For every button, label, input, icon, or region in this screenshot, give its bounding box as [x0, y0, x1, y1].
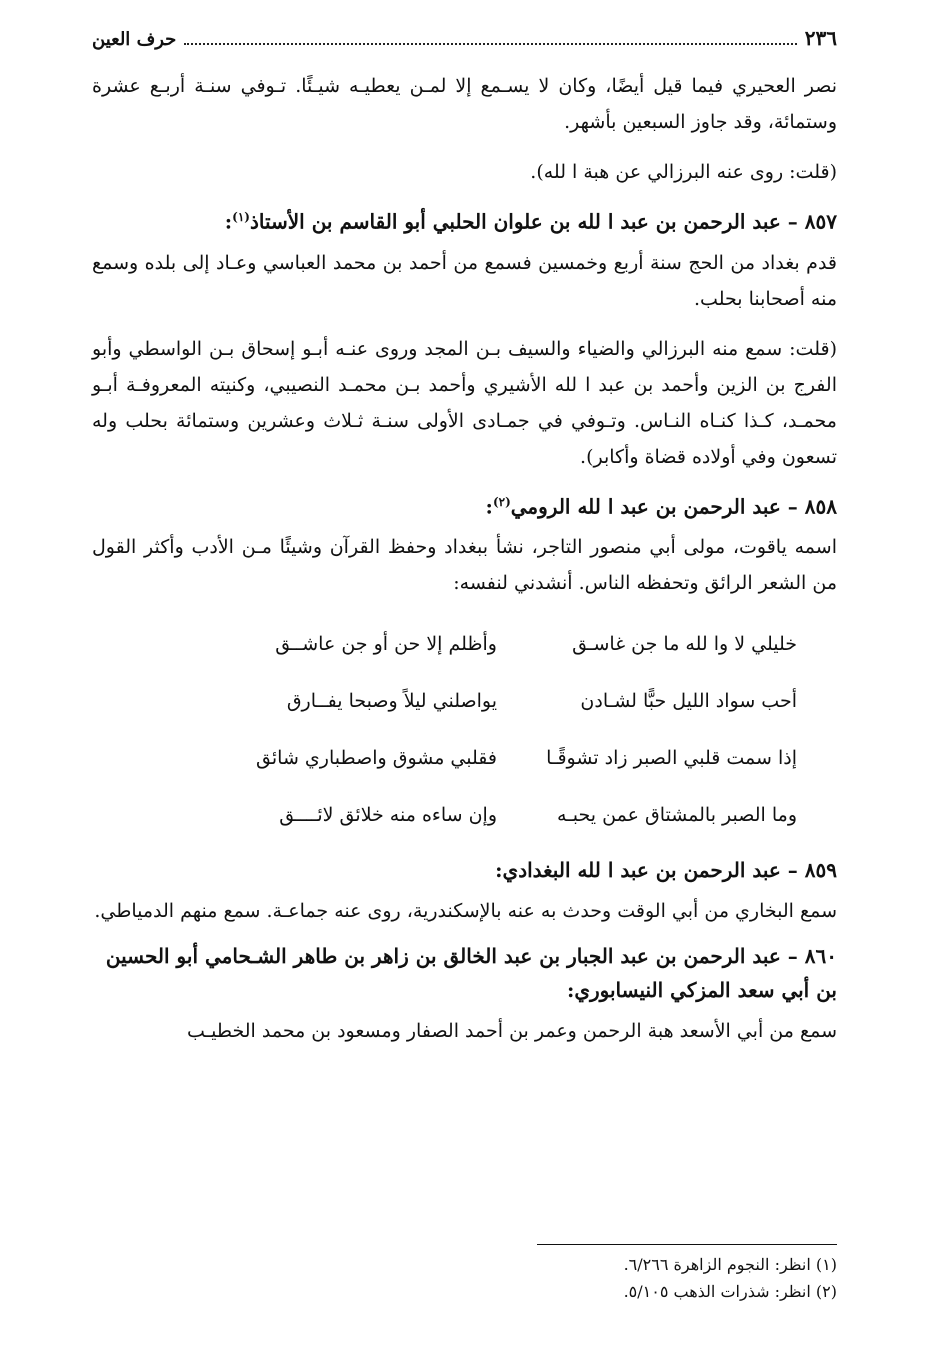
footnote-ref: (٢)	[492, 494, 511, 509]
verse-second-hemistich: وأظلم إلا حن أو جن عاشــق	[275, 632, 497, 655]
entry-number: ٨٥٨	[804, 494, 837, 519]
verse-first-hemistich: وما الصبر بالمشتاق عمن يحبـه	[557, 803, 797, 826]
page-header	[92, 26, 837, 64]
poem-verse	[92, 615, 797, 672]
paragraph: قدم بغداد من الحج سنة أربع وخمسين فسمع من أحمد بن محمد العباسي وعـاد إلى بلده وسمع منه أصحابنا بحلب.	[92, 251, 837, 310]
poem	[92, 615, 837, 843]
entry-number: ٨٥٩	[804, 858, 837, 883]
verse-first-hemistich: أحب سواد الليل حبًّا لشـادن	[580, 689, 797, 712]
footnote-ref: (١)	[232, 210, 250, 224]
verse-second-hemistich: يواصلني ليلاً وصبحا يفــارق	[286, 689, 497, 712]
page-number: ٢٣٦	[804, 26, 837, 50]
verse-second-hemistich: فقلبي مشوق واصطباري شائق	[256, 746, 497, 769]
entry-number: ٨٥٧	[804, 209, 837, 234]
footnotes	[92, 1244, 837, 1305]
poem-verse	[92, 786, 797, 843]
scholar-note: (قلت: روى عنه البرزالي عن هبة ا لله).	[530, 161, 837, 183]
poem-verse	[92, 672, 797, 729]
entry-separator: –	[787, 858, 798, 883]
entry-colon: :	[485, 494, 493, 519]
entry-colon: :	[495, 858, 503, 883]
entry-separator: –	[787, 494, 798, 519]
poem-verse	[92, 729, 797, 786]
entry-separator: –	[787, 944, 798, 969]
footnote: (١) انظر: النجوم الزاهرة ٦/٢٦٦.	[623, 1255, 837, 1274]
entry-colon: :	[566, 978, 575, 1003]
paragraph: اسمه ياقوت، مولى أبي منصور التاجر، نشأ ببغداد وحفظ القرآن وشيئًا مـن الأدب وأكثر القول من الشعر الرائق وتحفظه الناس. أنشدني لنفسه:	[92, 536, 837, 595]
paragraph: سمع البخاري من أبي الوقت وحدث به عنه بالإسكندرية، روى عنه جماعـة. سمع منهم الدمياطي.	[94, 900, 837, 923]
paragraph: نصر العحيري فيما قيل أيضًا، وكان لا يسـمع إلا لمـن يعطيـه شيـئًا. تـوفي سنـة أربـع عشرة وستمائة، وقد جاوز السبعين بأشهر.	[92, 75, 837, 133]
entry-title: عبد الرحمن بن عبد الجبار بن عبد الخالق بن زاهر بن طاهر الشـحامي أبو الحسين بن أبي سعد المزكي النيسابوري	[105, 944, 837, 1003]
paragraph: سمع من أبي الأسعد هبة الرحمن وعمر بن أحمد الصفار ومسعود بن محمد الخطيـب	[186, 1020, 837, 1043]
footnote: (٢) انظر: شذرات الذهب ٥/١٠٥.	[623, 1282, 837, 1301]
book-page	[92, 26, 837, 1049]
entry-title: عبد الرحمن بن عبد ا لله البغدادي	[502, 858, 781, 883]
verse-first-hemistich: إذا سمت قلبي الصبر زاد تشوقًـا	[546, 746, 797, 769]
chapter-title: حرف العين	[92, 29, 177, 50]
entry-heading-859	[92, 853, 837, 887]
entry-separator: –	[787, 209, 798, 234]
entry-title: عبد الرحمن بن عبد ا لله الرومي	[510, 494, 781, 519]
verse-first-hemistich: خليلي لا وا لله ما جن غاسـق	[572, 632, 797, 655]
entry-title: عبد الرحمن بن عبد ا لله بن علوان الحلبي أبو القاسم بن الأستاذ	[249, 209, 781, 234]
scholar-note: (قلت: سمع منه البرزالي والضياء والسيف بـن المجد وروى عنـه أبـو إسحاق بـن الواسطي وأبو الفرج بن الزين وأحمد بن عبد ا لله الأشيري وأحمد بـن محمـد النصيبي، وكنيته المعروفـة أبـو محمـد، كـذا كنـاه النـاس. وتـوفي في جمـادى الأولى سنـة ثـلاث وعشرين وستمائة بحلب وله تسعون وفي أولاده قضاة وأكابر).	[92, 337, 837, 468]
entry-heading-860	[92, 939, 837, 1007]
entry-colon: :	[224, 209, 233, 234]
header-dotted-leader	[184, 42, 796, 45]
verse-second-hemistich: وإن ساءه منه خلائق لائــــق	[279, 803, 497, 826]
footnote-divider	[537, 1244, 837, 1245]
entry-heading-857	[92, 200, 837, 239]
entry-heading-858	[92, 485, 837, 524]
entry-number: ٨٦٠	[804, 944, 837, 969]
